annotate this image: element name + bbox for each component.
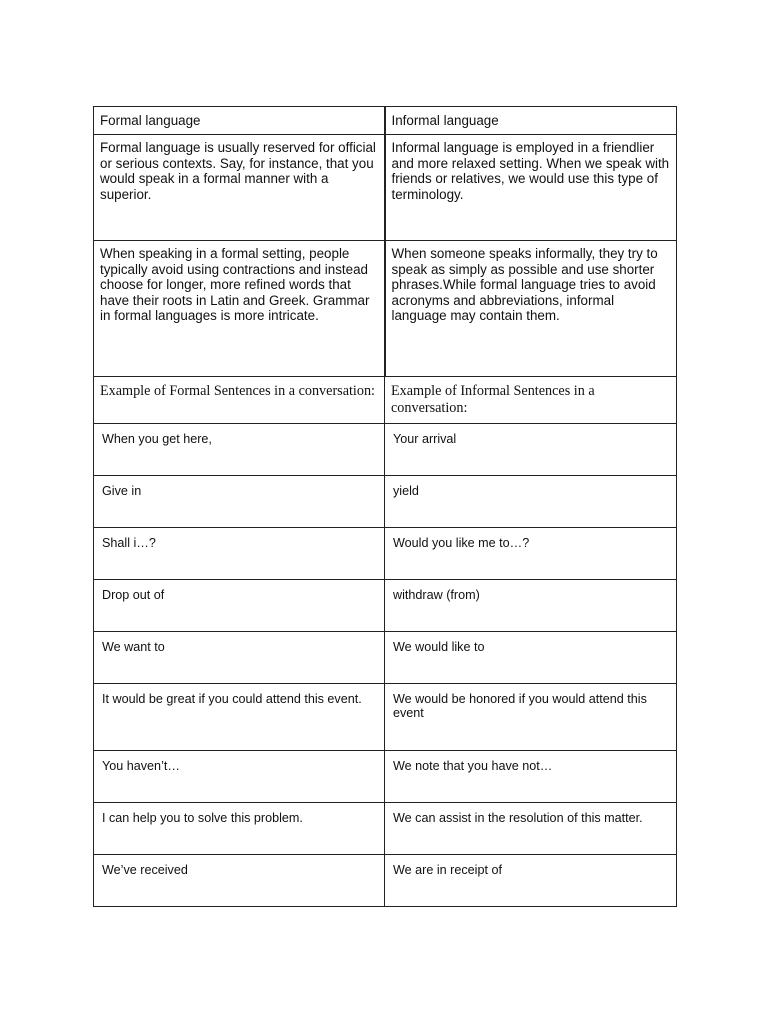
example-header-cell-formal <box>94 377 385 424</box>
example-pair-row <box>94 528 677 580</box>
formal-example-text: We’ve received <box>102 863 188 877</box>
informal-example-cell <box>385 751 677 803</box>
informal-example-text: We are in receipt of <box>393 863 502 877</box>
informal-example-cell <box>385 684 677 751</box>
formal-example-text: Shall i…? <box>102 536 156 550</box>
informal-example-text: withdraw (from) <box>393 588 480 602</box>
description-cell-formal <box>94 241 385 377</box>
formal-example-text: You haven’t… <box>102 759 180 773</box>
description-row <box>94 241 677 377</box>
formal-example-cell <box>94 632 385 684</box>
informal-example-cell <box>385 528 677 580</box>
description-formal-text: When speaking in a formal setting, people typically avoid using contractions and instead choose for longer, more refined words that have their roots in Latin and Greek. Grammar in formal languages is more intricate. <box>100 246 370 324</box>
header-informal-text: Informal language <box>391 113 499 128</box>
example-header-formal-text: Example of Formal Sentences in a conversation: <box>100 383 376 399</box>
example-pair-row <box>94 580 677 632</box>
informal-example-cell <box>385 632 677 684</box>
example-header-informal-text: Example of Informal Sentences in a conversation: <box>391 383 595 416</box>
description-cell-informal <box>385 135 677 241</box>
informal-example-text: Would you like me to…? <box>393 536 530 550</box>
example-pair-row <box>94 632 677 684</box>
formal-example-cell <box>94 580 385 632</box>
example-pair-row <box>94 476 677 528</box>
description-cell-informal <box>385 241 677 377</box>
example-pair-row <box>94 684 677 751</box>
informal-example-text: We would be honored if you would attend this event <box>393 692 647 720</box>
informal-example-text: We can assist in the resolution of this matter. <box>393 811 643 825</box>
formal-example-cell <box>94 528 385 580</box>
formal-example-text: We want to <box>102 640 165 654</box>
informal-example-cell <box>385 855 677 907</box>
example-pair-row <box>94 803 677 855</box>
header-formal-text: Formal language <box>100 113 201 128</box>
formal-example-cell <box>94 684 385 751</box>
description-informal-text: Informal language is employed in a friendlier and more relaxed setting. When we speak with friends or relatives, we would use this type of terminology. <box>391 140 670 202</box>
header-cell-informal <box>385 107 677 135</box>
formal-example-cell <box>94 424 385 476</box>
example-pair-row <box>94 855 677 907</box>
formal-example-text: When you get here, <box>102 432 212 446</box>
header-cell-formal <box>94 107 385 135</box>
example-pair-row <box>94 751 677 803</box>
comparison-table <box>93 106 677 907</box>
informal-example-text: We note that you have not… <box>393 759 553 773</box>
informal-example-cell <box>385 424 677 476</box>
formal-example-text: I can help you to solve this problem. <box>102 811 303 825</box>
formal-example-cell <box>94 751 385 803</box>
informal-example-cell <box>385 803 677 855</box>
description-cell-formal <box>94 135 385 241</box>
table-header-row <box>94 107 677 135</box>
formal-example-cell <box>94 855 385 907</box>
informal-example-cell <box>385 476 677 528</box>
description-informal-text: When someone speaks informally, they try to speak as simply as possible and use shorter phrases.While formal language tries to avoid acronyms and abbreviations, informal language may contain them. <box>391 246 658 324</box>
formal-example-text: Drop out of <box>102 588 165 602</box>
informal-example-cell <box>385 580 677 632</box>
informal-example-text: Your arrival <box>393 432 457 446</box>
example-header-cell-informal <box>385 377 677 424</box>
description-formal-text: Formal language is usually reserved for official or serious contexts. Say, for instance, that you would speak in a formal manner with a superior. <box>100 140 376 202</box>
example-header-row <box>94 377 677 424</box>
description-row <box>94 135 677 241</box>
formal-example-cell <box>94 476 385 528</box>
formal-example-text: Give in <box>102 484 142 498</box>
example-pair-row <box>94 424 677 476</box>
informal-example-text: We would like to <box>393 640 485 654</box>
formal-example-text: It would be great if you could attend this event. <box>102 692 362 706</box>
informal-example-text: yield <box>393 484 419 498</box>
formal-example-cell <box>94 803 385 855</box>
